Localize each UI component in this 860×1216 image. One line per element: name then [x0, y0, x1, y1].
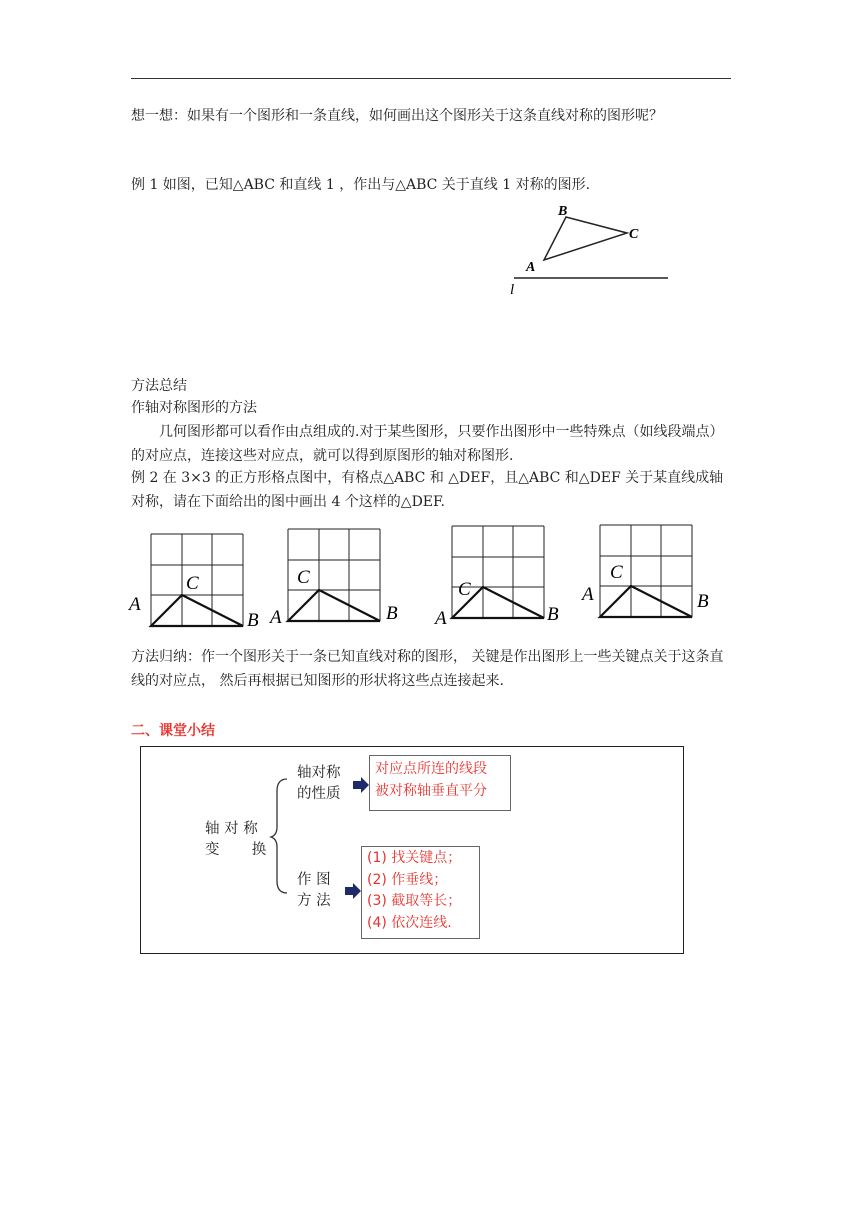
grid-label-c: C	[610, 562, 623, 583]
grid-label-b: B	[247, 610, 259, 631]
grid-figure-3	[432, 520, 582, 630]
brace-icon	[269, 777, 299, 897]
vertex-label-a: A	[526, 260, 536, 275]
property-line2: 被对称轴垂直平分	[375, 783, 487, 799]
step-item-2: (2) 作垂线；	[367, 871, 448, 888]
grid-triangle	[151, 595, 243, 626]
grid-triangle	[600, 586, 692, 617]
grid-figure-4	[578, 520, 728, 625]
triangle-abc	[544, 217, 627, 260]
branch1-label-line1: 轴对称	[297, 765, 341, 781]
method-title: 方法总结	[131, 378, 187, 394]
grid-triangle	[288, 590, 380, 621]
method-body: 几何图形都可以看作由点组成的.对于某些图形，只要作出图形中一些特殊点（如线段端点）的对应点，连接这些对应点，就可以得到原图形的轴对称图形.	[131, 424, 724, 464]
grid-label-a: A	[435, 608, 447, 629]
root-label-line1: 轴 对 称	[205, 821, 258, 837]
example1-text: 例 1 如图，已知△ABC 和直线 1 ，作出与△ABC 关于直线 1 对称的图形.	[131, 177, 591, 193]
grid-label-a: A	[270, 607, 282, 628]
property-box	[369, 755, 511, 811]
step-item-4: (4) 依次连线.	[367, 914, 452, 931]
method-summary: 方法归纳：作一个图形关于一条已知直线对称的图形， 关键是作出图形上一些关键点关于这条直线的对应点， 然后再根据已知图形的形状将这些点连接起来.	[131, 649, 724, 689]
root-label-line2: 变 换	[205, 842, 267, 858]
line-label-l: l	[510, 282, 515, 298]
vertex-label-b: B	[558, 204, 568, 219]
grid-label-a: A	[582, 584, 594, 605]
grid-label-c: C	[186, 573, 199, 594]
example2-text: 例 2 在 3×3 的正方形格点图中，有格点△ABC 和 △DEF，且△ABC 和△DEF 关于某直线成轴对称，请在下面给出的图中画出 4 个这样的△DEF.	[131, 470, 724, 510]
property-line1: 对应点所连的线段	[375, 761, 487, 777]
grid-label-b: B	[547, 604, 559, 625]
summary-diagram	[140, 746, 684, 954]
grid-label-c: C	[297, 567, 310, 588]
arrow-right-icon	[352, 776, 370, 794]
grid-label-a: A	[129, 594, 141, 615]
grid-label-c: C	[458, 579, 471, 600]
grid-figure-2	[268, 525, 418, 630]
grid-label-b: B	[386, 603, 398, 624]
method-subtitle: 作轴对称图形的方法	[131, 400, 257, 416]
step-item-3: (3) 截取等长；	[367, 893, 462, 909]
section2-title: 二、课堂小结	[131, 723, 215, 739]
branch1-label-line2: 的性质	[297, 786, 341, 802]
grid-figure-1	[128, 530, 278, 635]
branch2-label-line2: 方 法	[297, 893, 331, 909]
vertex-label-c: C	[629, 227, 639, 242]
triangle-figure	[500, 198, 680, 298]
grid-label-b: B	[697, 591, 709, 612]
header-rule	[131, 78, 731, 79]
arrow-right-icon	[344, 882, 362, 900]
think-prompt: 想一想：如果有一个图形和一条直线，如何画出这个图形关于这条直线对称的图形呢？	[131, 108, 663, 124]
steps-box	[361, 846, 480, 939]
branch2-label-line1: 作 图	[297, 872, 331, 888]
step-item-1: (1) 找关键点；	[367, 850, 462, 866]
